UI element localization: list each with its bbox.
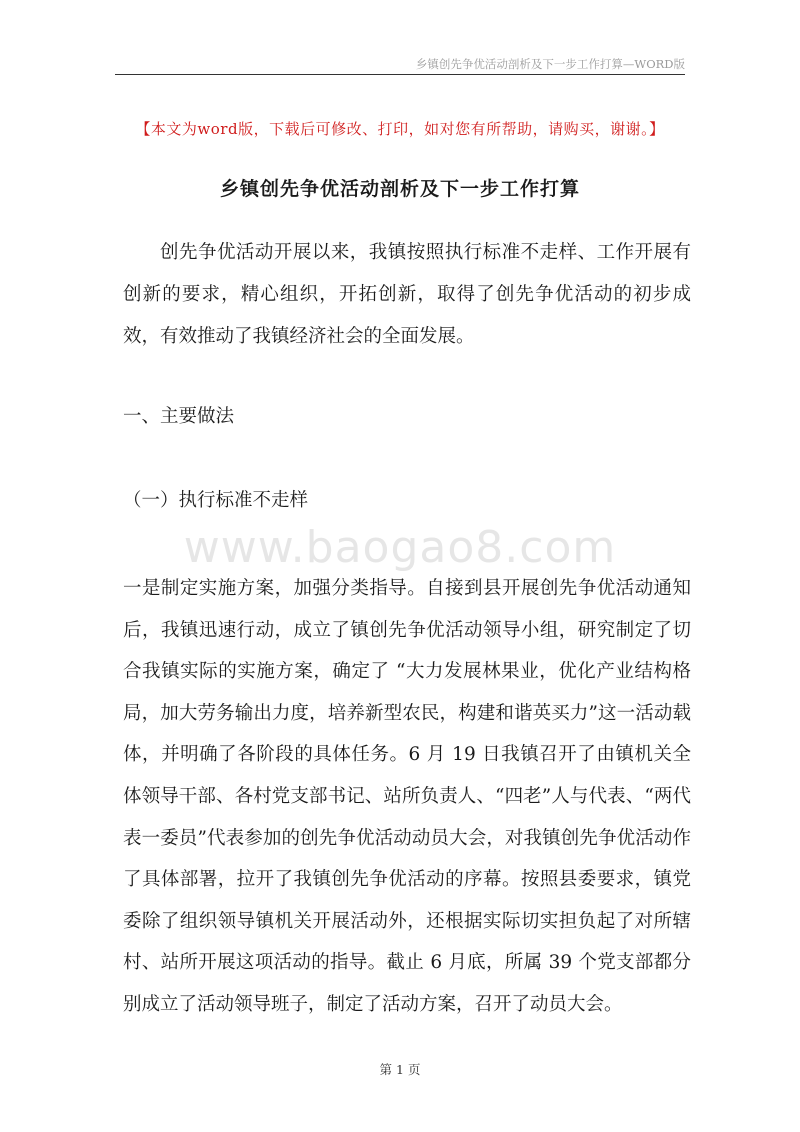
section-heading-main-practices: 一、主要做法 [123,406,235,427]
body-paragraph-implementation-plan: 一是制定实施方案，加强分类指导。自接到县开展创先争优活动通知后，我镇迅速行动，成立了镇创先争优活动领导小组，研究制定了切合我镇实际的实施方案，确定了 “大力发展林果业，优化产业结构格局，加大劳务输出力度，培养新型农民，构建和谐英买力”这一活动载体，并明确了各阶段的具体任务。6 月 19 日我镇召开了由镇机关全体领导干部、各村党支部书记、站所负责人、“四老”人与代表、“两代表一委员”代表参加的创先争优活动动员大会，对我镇创先争优活动作了具体部署，拉开了我镇创先争优活动的序幕。按照县委要求，镇党委除了组织领导镇机关开展活动外，还根据实际切实担负起了对所辖村、站所开展这项活动的指导。截止 6 月底，所属 39 个党支部都分别成立了活动领导班子，制定了活动方案，召开了动员大会。 [123,578,691,1015]
running-header [115,54,685,75]
download-notice: 【本文为word版，下载后可修改、打印，如对您有所帮助，请购买，谢谢。】 [135,120,665,138]
document-title: 乡镇创先争优活动剖析及下一步工作打算 [219,178,580,200]
site-watermark: www.baogao8.com [183,522,617,573]
page-number: 第 1 页 [379,1062,421,1077]
running-header-title: 乡镇创先争优活动剖析及下一步工作打算—WORD版 [415,57,685,71]
subsection-heading-standards: （一）执行标准不走样 [123,490,309,511]
intro-paragraph: 创先争优活动开展以来，我镇按照执行标准不走样、工作开展有创新的要求，精心组织，开拓创新，取得了创先争优活动的初步成效，有效推动了我镇经济社会的全面发展。 [123,242,691,347]
